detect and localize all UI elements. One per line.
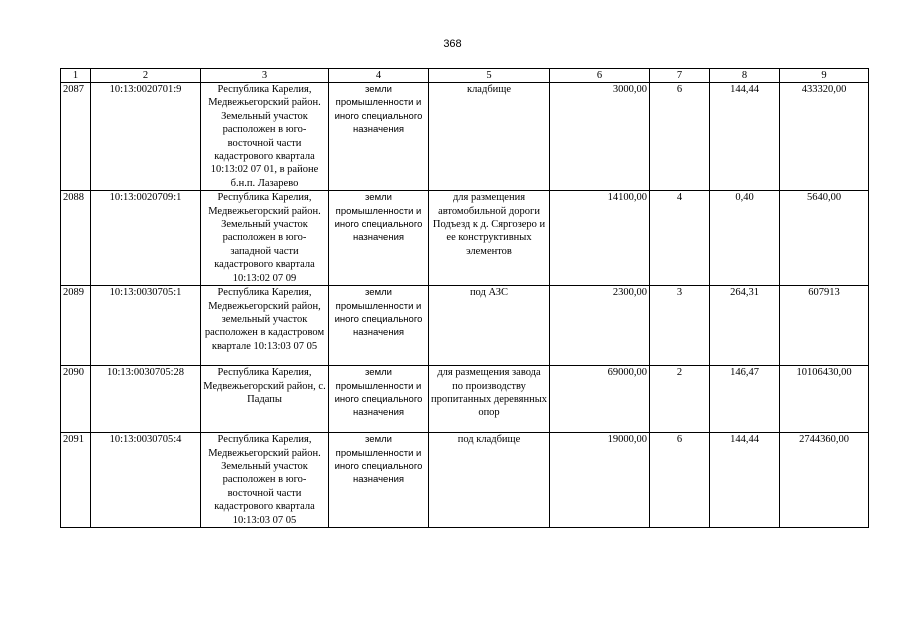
area-cell: 2300,00 <box>550 286 650 366</box>
permitted-use: для размещения завода по производству пропитанных деревянных опор <box>429 366 550 433</box>
group-cell: 3 <box>650 286 710 366</box>
value-cell: 10106430,00 <box>780 366 869 433</box>
group-cell: 6 <box>650 83 710 191</box>
group-cell: 2 <box>650 366 710 433</box>
column-header: 5 <box>429 69 550 83</box>
row-number: 2088 <box>61 191 91 286</box>
column-header: 2 <box>91 69 201 83</box>
address-cell: Республика Карелия, Медвежьегорский район. Земельный участок расположен в юго-восточной части кадастрового квартала 10:13:03 07 05 <box>201 433 329 528</box>
area-cell: 69000,00 <box>550 366 650 433</box>
area-cell: 3000,00 <box>550 83 650 191</box>
value-cell: 607913 <box>780 286 869 366</box>
row-number: 2087 <box>61 83 91 191</box>
land-category: земли промышленности и иного специального назначения <box>329 366 429 433</box>
rate-cell: 146,47 <box>710 366 780 433</box>
table-row <box>61 191 869 286</box>
rate-cell: 144,44 <box>710 83 780 191</box>
column-header: 1 <box>61 69 91 83</box>
value-cell: 433320,00 <box>780 83 869 191</box>
row-number: 2090 <box>61 366 91 433</box>
cadastral-number: 10:13:0020709:1 <box>91 191 201 286</box>
permitted-use: кладбище <box>429 83 550 191</box>
column-header: 7 <box>650 69 710 83</box>
cadastral-number: 10:13:0020701:9 <box>91 83 201 191</box>
table-row <box>61 366 869 433</box>
permitted-use: под АЗС <box>429 286 550 366</box>
permitted-use: под кладбище <box>429 433 550 528</box>
rate-cell: 144,44 <box>710 433 780 528</box>
permitted-use: для размещения автомобильной дороги Подъезд к д. Сяргозеро и ее конструктивных элементов <box>429 191 550 286</box>
area-cell: 19000,00 <box>550 433 650 528</box>
group-cell: 4 <box>650 191 710 286</box>
address-cell: Республика Карелия, Медвежьегорский район, с. Падапы <box>201 366 329 433</box>
row-number: 2089 <box>61 286 91 366</box>
land-category: земли промышленности и иного специального назначения <box>329 83 429 191</box>
table-row <box>61 286 869 366</box>
cadastral-number: 10:13:0030705:28 <box>91 366 201 433</box>
area-cell: 14100,00 <box>550 191 650 286</box>
address-cell: Республика Карелия, Медвежьегорский район. Земельный участок расположен в юго-западной части кадастрового квартала 10:13:02 07 09 <box>201 191 329 286</box>
row-number: 2091 <box>61 433 91 528</box>
rate-cell: 0,40 <box>710 191 780 286</box>
column-header: 4 <box>329 69 429 83</box>
land-category: земли промышленности и иного специального назначения <box>329 191 429 286</box>
table-row <box>61 433 869 528</box>
header-row <box>61 69 869 83</box>
land-category: земли промышленности и иного специального назначения <box>329 286 429 366</box>
address-cell: Республика Карелия, Медвежьегорский район, земельный участок расположен в кадастровом квартале 10:13:03 07 05 <box>201 286 329 366</box>
table-row <box>61 83 869 191</box>
value-cell: 2744360,00 <box>780 433 869 528</box>
page-number: 368 <box>443 38 462 50</box>
rate-cell: 264,31 <box>710 286 780 366</box>
land-registry-table <box>60 68 869 528</box>
group-cell: 6 <box>650 433 710 528</box>
column-header: 3 <box>201 69 329 83</box>
land-category: земли промышленности и иного специального назначения <box>329 433 429 528</box>
column-header: 6 <box>550 69 650 83</box>
cadastral-number: 10:13:0030705:4 <box>91 433 201 528</box>
column-header: 8 <box>710 69 780 83</box>
column-header: 9 <box>780 69 869 83</box>
value-cell: 5640,00 <box>780 191 869 286</box>
address-cell: Республика Карелия, Медвежьегорский район. Земельный участок расположен в юго-восточной части кадастрового квартала 10:13:02 07 01, в районе б.н.п. Лазарево <box>201 83 329 191</box>
cadastral-number: 10:13:0030705:1 <box>91 286 201 366</box>
